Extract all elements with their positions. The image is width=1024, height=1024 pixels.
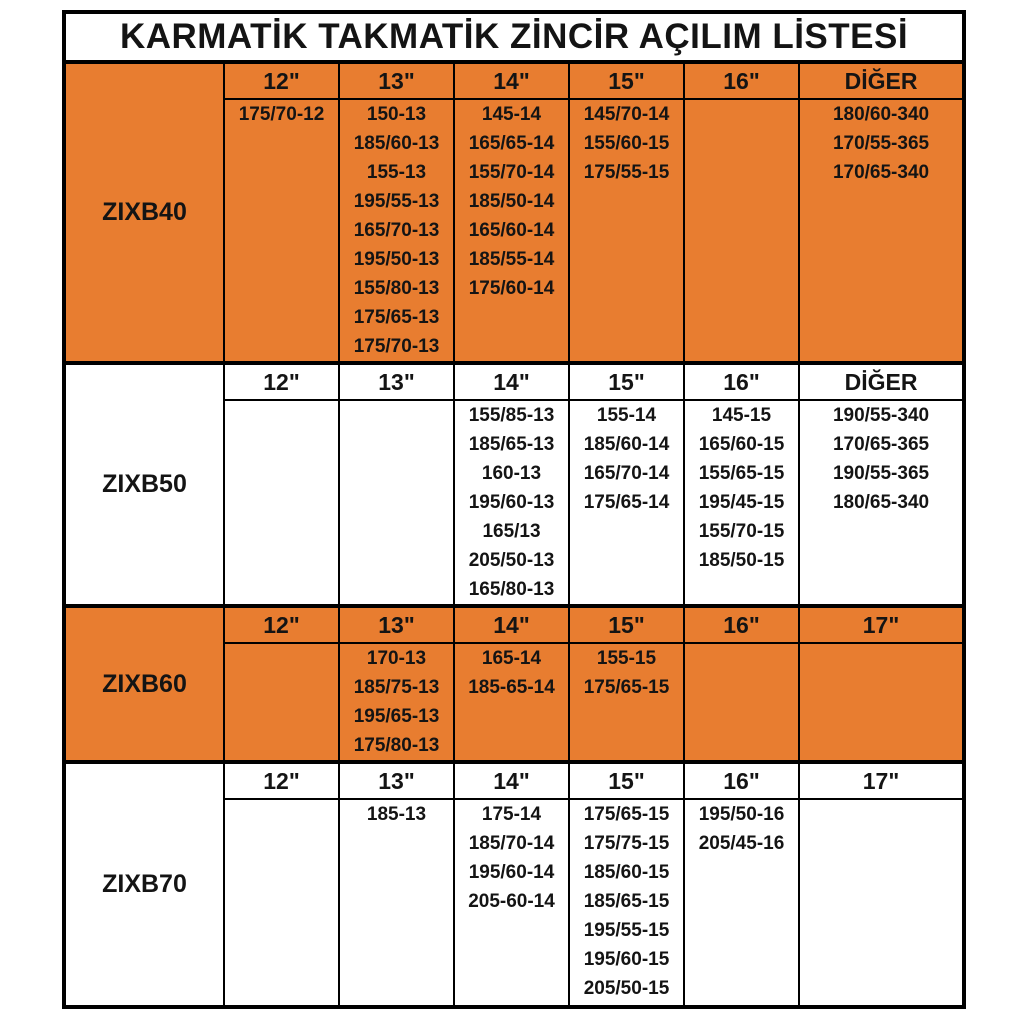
size-list-cell [684, 400, 799, 606]
column-header: DİĞER [799, 62, 964, 99]
tire-size-value: 175/80-13 [353, 735, 440, 756]
column-header: 15" [569, 762, 684, 799]
tire-size-value: 165-14 [481, 648, 542, 669]
size-list-cell [454, 99, 569, 363]
size-list-cell [339, 643, 454, 762]
column-header: 16" [684, 606, 799, 643]
tire-size-value: 185/70-14 [468, 833, 555, 854]
tire-size-value: 205/50-15 [583, 978, 670, 999]
tire-size-value: 165/70-14 [583, 463, 670, 484]
tire-size-value: 185-65-14 [468, 677, 555, 698]
size-list-cell [339, 799, 454, 1007]
size-list-cell [339, 400, 454, 606]
tire-size-value: 170/65-365 [832, 434, 930, 455]
tire-size-value: 185/65-13 [468, 434, 555, 455]
tire-size-value: 155/70-14 [468, 162, 555, 183]
tire-size-value: 165/80-13 [468, 579, 555, 600]
tire-size-value: 190/55-340 [832, 405, 930, 426]
size-list-cell [224, 799, 339, 1007]
tire-size-value: 170/65-340 [832, 162, 930, 183]
column-header: 16" [684, 363, 799, 400]
section-header-row [64, 762, 964, 799]
tire-size-value: 185/50-14 [468, 191, 555, 212]
tire-size-value: 155/60-15 [583, 133, 670, 154]
tire-size-value: 195/50-13 [353, 249, 440, 270]
size-list-cell [799, 799, 964, 1007]
tire-size-value: 175/65-15 [583, 804, 670, 825]
section-label: ZIXB40 [64, 62, 224, 363]
tire-size-value: 195/60-15 [583, 949, 670, 970]
page-title: KARMATİK TAKMATİK ZİNCİR AÇILIM LİSTESİ [64, 12, 964, 62]
column-header: 13" [339, 606, 454, 643]
tire-size-value: 155-15 [596, 648, 657, 669]
section-label: ZIXB70 [64, 762, 224, 1007]
tire-size-value: 185/60-14 [583, 434, 670, 455]
tire-size-value: 145/70-14 [583, 104, 670, 125]
size-list-cell [569, 400, 684, 606]
tire-size-value: 175/70-12 [238, 104, 325, 125]
tire-size-value: 160-13 [481, 463, 542, 484]
size-list-cell [454, 643, 569, 762]
tire-size-value: 195/60-14 [468, 862, 555, 883]
tire-size-value: 195/65-13 [353, 706, 440, 727]
column-header: 17" [799, 762, 964, 799]
tire-size-value: 155-13 [366, 162, 427, 183]
section-header-row [64, 62, 964, 99]
column-header: 15" [569, 606, 684, 643]
tire-size-value: 180/65-340 [832, 492, 930, 513]
size-list-cell [224, 643, 339, 762]
section-label: ZIXB60 [64, 606, 224, 762]
tire-size-value: 185/60-15 [583, 862, 670, 883]
column-header: 12" [224, 606, 339, 643]
tire-size-value: 205/45-16 [698, 833, 785, 854]
column-header: 14" [454, 606, 569, 643]
tire-size-value: 180/60-340 [832, 104, 930, 125]
size-list-cell [684, 643, 799, 762]
tire-size-value: 165/60-15 [698, 434, 785, 455]
table-body [64, 12, 964, 1007]
column-header: 12" [224, 62, 339, 99]
tire-size-value: 155/85-13 [468, 405, 555, 426]
size-list-cell [454, 400, 569, 606]
tire-size-value: 175/65-14 [583, 492, 670, 513]
tire-size-value: 205/50-13 [468, 550, 555, 571]
tire-size-value: 150-13 [366, 104, 427, 125]
column-header: DİĞER [799, 363, 964, 400]
column-header: 17" [799, 606, 964, 643]
chain-size-table [62, 10, 966, 1009]
tire-size-value: 185/75-13 [353, 677, 440, 698]
column-header: 15" [569, 62, 684, 99]
tire-size-value: 195/55-13 [353, 191, 440, 212]
size-list-cell [799, 643, 964, 762]
tire-size-value: 205-60-14 [468, 891, 555, 912]
tire-size-value: 175/55-15 [583, 162, 670, 183]
tire-size-value: 175/70-13 [353, 336, 440, 357]
column-header: 14" [454, 762, 569, 799]
tire-size-value: 185-13 [366, 804, 427, 825]
tire-size-value: 175/75-15 [583, 833, 670, 854]
column-header: 15" [569, 363, 684, 400]
column-header: 16" [684, 762, 799, 799]
tire-size-value: 170-13 [366, 648, 427, 669]
column-header: 13" [339, 62, 454, 99]
tire-size-value: 155/65-15 [698, 463, 785, 484]
column-header: 12" [224, 363, 339, 400]
tire-size-value: 145-14 [481, 104, 542, 125]
tire-size-value: 175/65-13 [353, 307, 440, 328]
section-header-row [64, 363, 964, 400]
size-list-cell [799, 99, 964, 363]
column-header: 13" [339, 762, 454, 799]
tire-size-value: 165/65-14 [468, 133, 555, 154]
tire-size-value: 195/55-15 [583, 920, 670, 941]
tire-size-value: 165/13 [482, 521, 541, 542]
tire-size-value: 185/60-13 [353, 133, 440, 154]
tire-size-value: 165/60-14 [468, 220, 555, 241]
tire-size-value: 185/55-14 [468, 249, 555, 270]
section-label: ZIXB50 [64, 363, 224, 606]
size-list-cell [339, 99, 454, 363]
tire-size-value: 155/70-15 [698, 521, 785, 542]
size-list-cell [799, 400, 964, 606]
size-list-cell [684, 99, 799, 363]
size-list-cell [454, 799, 569, 1007]
column-header: 13" [339, 363, 454, 400]
size-list-cell [569, 99, 684, 363]
size-list-cell [569, 799, 684, 1007]
column-header: 12" [224, 762, 339, 799]
tire-size-value: 175/60-14 [468, 278, 555, 299]
title-row [64, 12, 964, 62]
tire-size-value: 185/50-15 [698, 550, 785, 571]
column-header: 16" [684, 62, 799, 99]
tire-size-value: 155/80-13 [353, 278, 440, 299]
tire-size-value: 170/55-365 [832, 133, 930, 154]
tire-size-value: 195/45-15 [698, 492, 785, 513]
tire-size-value: 190/55-365 [832, 463, 930, 484]
size-list-cell [224, 400, 339, 606]
size-list-cell [569, 643, 684, 762]
tire-size-value: 165/70-13 [353, 220, 440, 241]
tire-size-value: 195/50-16 [698, 804, 785, 825]
size-list-cell [684, 799, 799, 1007]
tire-size-value: 175-14 [481, 804, 542, 825]
size-list-cell [224, 99, 339, 363]
tire-size-value: 145-15 [711, 405, 772, 426]
tire-size-value: 175/65-15 [583, 677, 670, 698]
column-header: 14" [454, 363, 569, 400]
section-header-row [64, 606, 964, 643]
tire-size-value: 195/60-13 [468, 492, 555, 513]
column-header: 14" [454, 62, 569, 99]
tire-size-value: 185/65-15 [583, 891, 670, 912]
tire-size-value: 155-14 [596, 405, 657, 426]
